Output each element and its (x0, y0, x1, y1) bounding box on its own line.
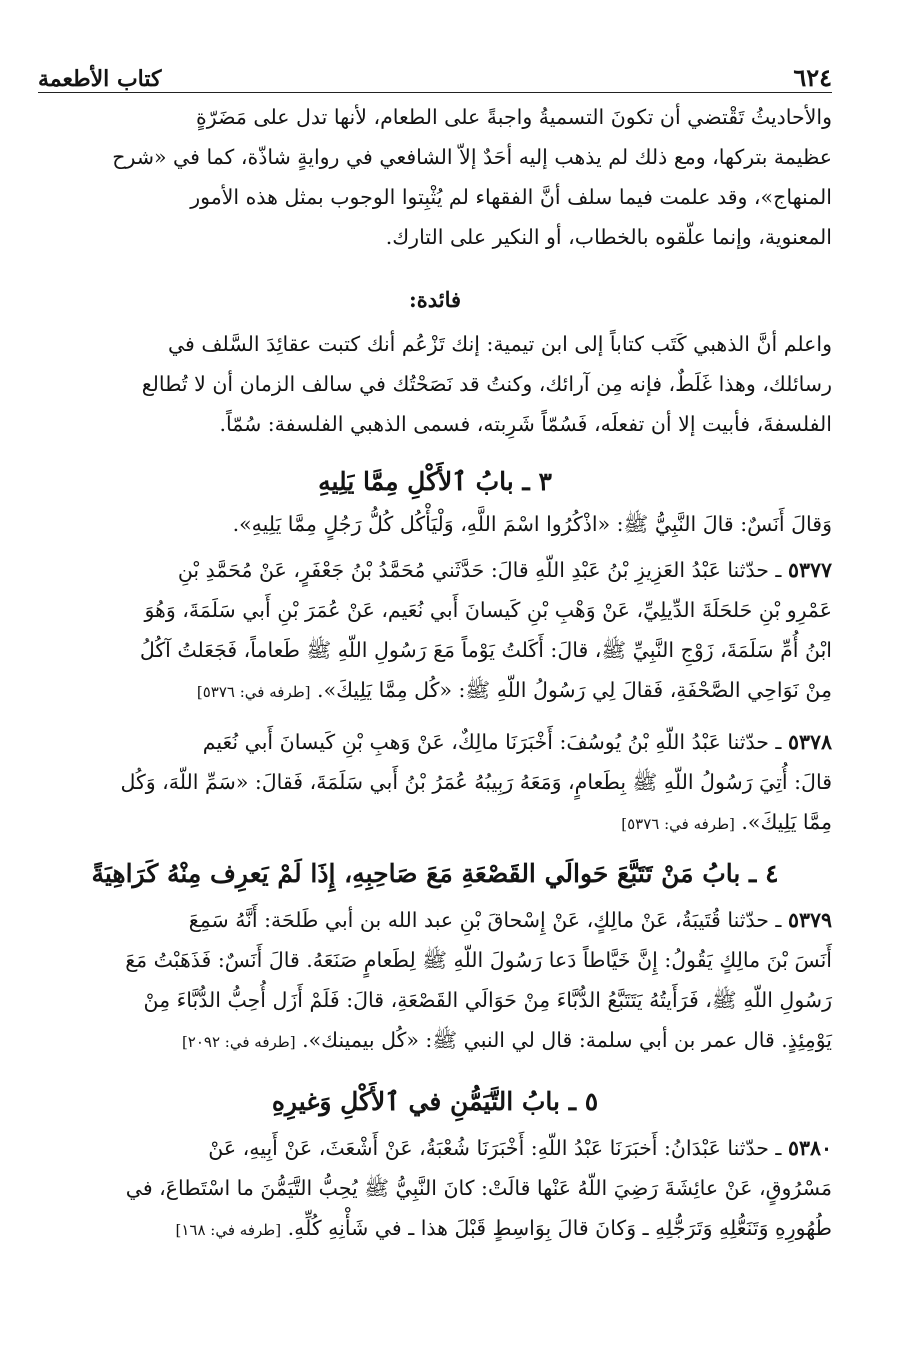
intro-paragraph (38, 97, 832, 257)
hadith-number: ٥٣٨٠ (787, 1136, 832, 1160)
chapter-heading: ٥ ـ بابُ التَّيَمُّنِ في ٱلأَكْلِ وَغيرِهِ (271, 1087, 599, 1116)
cross-reference: [طرفه في: ٥٣٧٦] (621, 815, 735, 833)
text-line (38, 802, 832, 844)
text-line: عظيمة بتركها، ومع ذلك لم يذهب إليه أحَدٌ إلاّ الشافعي في روايةٍ شاذّة، كما في «شرح (112, 145, 832, 169)
chapter-intro-line: وَقالَ أَنَسٌ: قالَ النَّبِيُّ ﷺ: «اذْكُرُوا اسْمَ اللَّهِ، وَلْيَأْكُل كُلُّ رَجُلٍ مِمَّا يَلِيهِ». (232, 512, 832, 536)
cross-reference: [طرفه في: ١٦٨] (175, 1221, 282, 1239)
text-line: الفلسفةَ، فأبيت إلا أن تفعلَه، فَسُمّاً شَرِبته، فسمى الذهبي الفلسفة: سُمّاً. (219, 412, 832, 436)
cross-reference: [طرفه في: ٢٠٩٢] (181, 1033, 296, 1051)
cross-reference: [طرفه في: ٥٣٧٦] (196, 683, 311, 701)
text-line: مَسْرُوقٍ، عَنْ عائِشَةَ رَضِيَ اللّهُ عَنْها قالَتْ: كانَ النَّبِيُّ ﷺ يُحِبُّ التَّيَمُّنَ ما اسْتَطاعَ، في (125, 1176, 832, 1200)
running-header (38, 52, 832, 93)
text-line: رسائلك، وهذا غَلَطٌ، فإنه مِن آرائك، وكنتُ قد نَصَحْتُك في سالف الزمان أن لا تُطالع (141, 372, 832, 396)
text-line: المنهاج»، وقد علمت فيما سلف أنَّ الفقهاء لم يُثْبِتوا الوجوب بمثل هذه الأمور (190, 185, 832, 209)
text-line (38, 900, 832, 940)
text-line: عَمْرِو بْنِ حَلحَلَةَ الدِّيلِيِّ، عَنْ وَهْبِ بْنِ كَيسانَ أَبي نُعَيم، عَنْ عُمَرَ بْنِ أَبي سَلَمَةَ، وَهُوَ (144, 598, 832, 622)
text-line: واعلم أنَّ الذهبي كَتَب كتاباً إلى ابن تيمية: إنك تَزْعُم أنك كتبت عقائِدَ السَّلف في (167, 332, 832, 356)
text-line: أَنَسَ بْنَ مالِكٍ يَقُولُ: إِنَّ خَيَّاطاً دَعا رَسُولَ اللّهِ ﷺ لِطَعامٍ صَنَعَهُ. قالَ أَنَسٌ: فَذَهَبْتُ مَعَ (125, 948, 832, 972)
text-line: ابْنُ أُمِّ سَلَمَةَ، زَوْجِ النَّبِيِّ ﷺ، قالَ: أَكَلتُ يَوْماً مَعَ رَسُولِ اللّهِ ﷺ طَعاماً، فَجَعَلتُ آكُلُ (139, 638, 832, 662)
hadith-5378 (38, 722, 832, 844)
book-title: كتاب الأطعمة (38, 66, 162, 92)
text-line (38, 1020, 832, 1062)
hadith-number: ٥٣٧٩ (787, 908, 832, 932)
text-line: والأحاديثُ تَقْتضي أن تكونَ التسميةُ واجبةً على الطعام، لأنها تدل على مَضَرّةٍ (196, 105, 832, 129)
text-line (38, 550, 832, 590)
text-segment: يَوْمِئِذٍ. قال عمر بن أبي سلمة: قال لي النبي ﷺ: «كُل بيمينك». (302, 1028, 832, 1052)
text-segment: مِنْ نَوَاحِي الصَّحْفَةِ، فَقالَ لِي رَسُولُ اللّهِ ﷺ: «كُل مِمَّا يَلِيكَ». (317, 678, 832, 702)
hadith-5379 (38, 900, 832, 1062)
text-segment: ـ حدّثنا عَبْدُ اللّهِ بْنُ يُوسُفَ: أَخْبَرَنَا مالِكٌ، عَنْ وَهبِ بْنِ كَيسانَ أَبي نُعَيم (202, 730, 782, 754)
chapter-heading: ٣ ـ بابُ ٱلأَكْلِ مِمَّا يَلِيهِ (318, 467, 552, 496)
text-line (38, 1208, 832, 1250)
text-segment: طُهُورِهِ وَتَنَعُّلِهِ وَتَرَجُّلِهِ ـ وَكانَ قالَ بِوَاسِطٍ قَبْلَ هذا ـ في شَأْنِهِ كُلِّهِ. (287, 1216, 832, 1240)
hadith-number: ٥٣٧٨ (787, 730, 832, 754)
text-line (38, 722, 832, 762)
benefit-paragraph (38, 324, 832, 444)
text-line: رَسُولِ اللّهِ ﷺ، فَرَأَيتُهُ يَتَتَبَّعُ الدُّبَّاءَ مِنْ حَوَالَي القَصْعَةِ، قالَ: فَلَمْ أَزَل أُحِبُّ الدُّبَّاءَ مِنْ (143, 988, 832, 1012)
text-line: المعنوية، وإنما علّقوه بالخطاب، أو النكير على التارك. (385, 225, 832, 249)
text-line (38, 670, 832, 712)
text-segment: مِمَّا يَلِيكَ». (741, 810, 832, 834)
text-segment: ـ حدّثنا عَبْدُ العَزِيزِ بْنُ عَبْدِ اللّهِ قالَ: حَدَّثَني مُحَمَّدُ بْنُ جَعْفَرٍ، عَنْ مُحَمَّدِ بْنِ (177, 558, 782, 582)
text-segment: ـ حدّثنا عَبْدَانُ: أَخبَرَنَا عَبْدُ اللّهِ: أَخْبَرَنَا شُعْبَةُ، عَنْ أَشْعَثَ، عَنْ أَبِيهِ، عَنْ (208, 1136, 782, 1160)
hadith-5377 (38, 550, 832, 712)
hadith-5380 (38, 1128, 832, 1250)
text-segment: ـ حدّثنا قُتَيبَةُ، عَنْ مالِكٍ، عَنْ إِسْحاقَ بْنِ عبد الله بن أبي طَلحَة: أَنَّهُ سَمِعَ (188, 908, 782, 932)
benefit-heading: فائدة: (408, 287, 462, 312)
text-line: قالَ: أُتِيَ رَسُولُ اللّهِ ﷺ بِطَعامٍ، وَمَعَهُ رَبِيبُهُ عُمَرُ بْنُ أَبي سَلَمَةَ، فَقالَ: «سَمِّ اللّهَ، وَكُل (120, 770, 832, 794)
page-number: ٦٢٤ (793, 63, 832, 92)
hadith-number: ٥٣٧٧ (787, 558, 832, 582)
chapter-heading: ٤ ـ بابُ مَنْ تَتَبَّعَ حَوالَي القَصْعَةِ مَعَ صَاحِبِهِ، إِذَا لَمْ يَعرِف مِنْهُ كَرَاهِيَةً (91, 859, 779, 888)
text-line (38, 1128, 832, 1168)
